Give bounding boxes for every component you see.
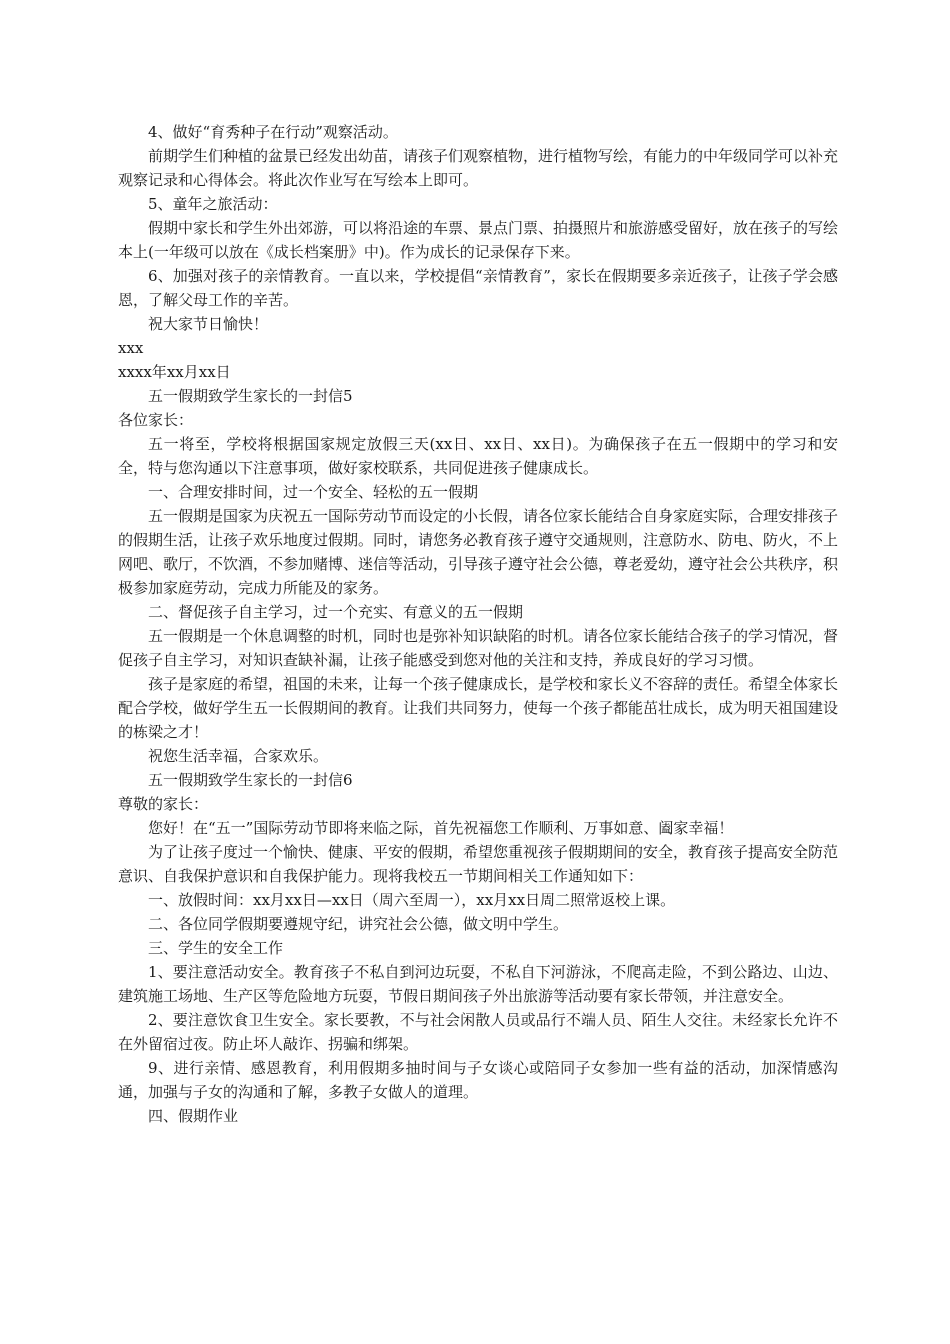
salutation: 各位家长： — [118, 411, 194, 429]
signature-date: xxxx年xx月xx日 — [118, 363, 231, 381]
paragraph: 9、进行亲情、感恩教育，利用假期多抽时间与子女谈心或陪同子女参加一些有益的活动，加深情感沟通，加强与子女的沟通和了解，多教子女做人的道理。 — [118, 1059, 838, 1101]
paragraph: 孩子是家庭的希望，祖国的未来，让每一个孩子健康成长，是学校和家长义不容辞的责任。希望全体家长配合学校，做好学生五一长假期间的教育。让我们共同努力，使每一个孩子都能茁壮成长，成为明天祖国建设的栋梁之才！ — [118, 675, 839, 741]
paragraph: 1、要注意活动安全。教育孩子不私自到河边玩耍，不私自下河游泳，不爬高走险，不到公路边、山边、建筑施工场地、生产区等危险地方玩耍，节假日期间孩子外出旅游等活动要有家长带领，并注意安全。 — [118, 963, 838, 1005]
section-heading: 四、假期作业 — [148, 1107, 239, 1125]
paragraph: 五一将至，学校将根据国家规定放假三天(xx日、xx日、xx日)。为确保孩子在五一假期中的学习和安全，特与您沟通以下注意事项，做好家校联系，共同促进孩子健康成长。 — [118, 435, 838, 477]
section-heading: 一、合理安排时间，过一个安全、轻松的五一假期 — [148, 483, 479, 501]
paragraph: 4、做好“育秀种子在行动”观察活动。 — [148, 123, 398, 141]
paragraph: 祝您生活幸福，合家欢乐。 — [148, 747, 329, 765]
paragraph: 前期学生们种植的盆景已经发出幼苗，请孩子们观察植物，进行植物写绘，有能力的中年级同学可以补充观察记录和心得体会。将此次作业写在写绘本上即可。 — [118, 147, 839, 189]
salutation: 尊敬的家长： — [118, 795, 209, 813]
paragraph: 6、加强对孩子的亲情教育。一直以来，学校提倡“亲情教育”，家长在假期要多亲近孩子，让孩子学会感恩，了解父母工作的辛苦。 — [118, 267, 838, 309]
paragraph: 假期中家长和学生外出郊游，可以将沿途的车票、景点门票、拍摄照片和旅游感受留好，放在孩子的写绘本上(一年级可以放在《成长档案册》中)。作为成长的记录保存下来。 — [118, 219, 839, 261]
paragraph: 一、放假时间：xx月xx日—xx日（周六至周一），xx月xx日周二照常返校上课。 — [148, 891, 676, 909]
section-heading: 二、督促孩子自主学习，过一个充实、有意义的五一假期 — [148, 603, 524, 621]
signature-name: xxx — [118, 339, 144, 357]
paragraph: 五一假期是一个休息调整的时机，同时也是弥补知识缺陷的时机。请各位家长能结合孩子的学习情况，督促孩子自主学习，对知识查缺补漏，让孩子能感受到您对他的关注和支持，养成良好的学习习惯。 — [118, 627, 839, 669]
paragraph: 您好！在“五一”国际劳动节即将来临之际，首先祝福您工作顺利、万事如意、阖家幸福！ — [148, 819, 734, 837]
letter-title: 五一假期致学生家长的一封信5 — [148, 387, 353, 405]
paragraph: 2、要注意饮食卫生安全。家长要教，不与社会闲散人员或品行不端人员、陌生人交往。未经家长允许不在外留宿过夜。防止坏人敲诈、拐骗和绑架。 — [118, 1011, 838, 1053]
paragraph: 二、各位同学假期要遵规守纪，讲究社会公德，做文明中学生。 — [148, 915, 569, 933]
section-heading: 三、学生的安全工作 — [148, 939, 284, 957]
letter-title: 五一假期致学生家长的一封信6 — [148, 771, 353, 789]
document-body — [118, 120, 838, 1128]
paragraph: 5、童年之旅活动： — [148, 195, 278, 213]
paragraph: 祝大家节日愉快！ — [148, 315, 269, 333]
paragraph: 为了让孩子度过一个愉快、健康、平安的假期，希望您重视孩子假期期间的安全，教育孩子提高安全防范意识、自我保护意识和自我保护能力。现将我校五一节期间相关工作通知如下： — [118, 843, 839, 885]
paragraph: 五一假期是国家为庆祝五一国际劳动节而设定的小长假，请各位家长能结合自身家庭实际，合理安排孩子的假期生活，让孩子欢乐地度过假期。同时，请您务必教育孩子遵守交通规则，注意防水、防电、防火，不上网吧、歌厅，不饮酒，不参加赌博、迷信等活动，引导孩子遵守社会公德，尊老爱幼，遵守社会公共秩序，积极参加家庭劳动，完成力所能及的家务。 — [118, 507, 839, 597]
